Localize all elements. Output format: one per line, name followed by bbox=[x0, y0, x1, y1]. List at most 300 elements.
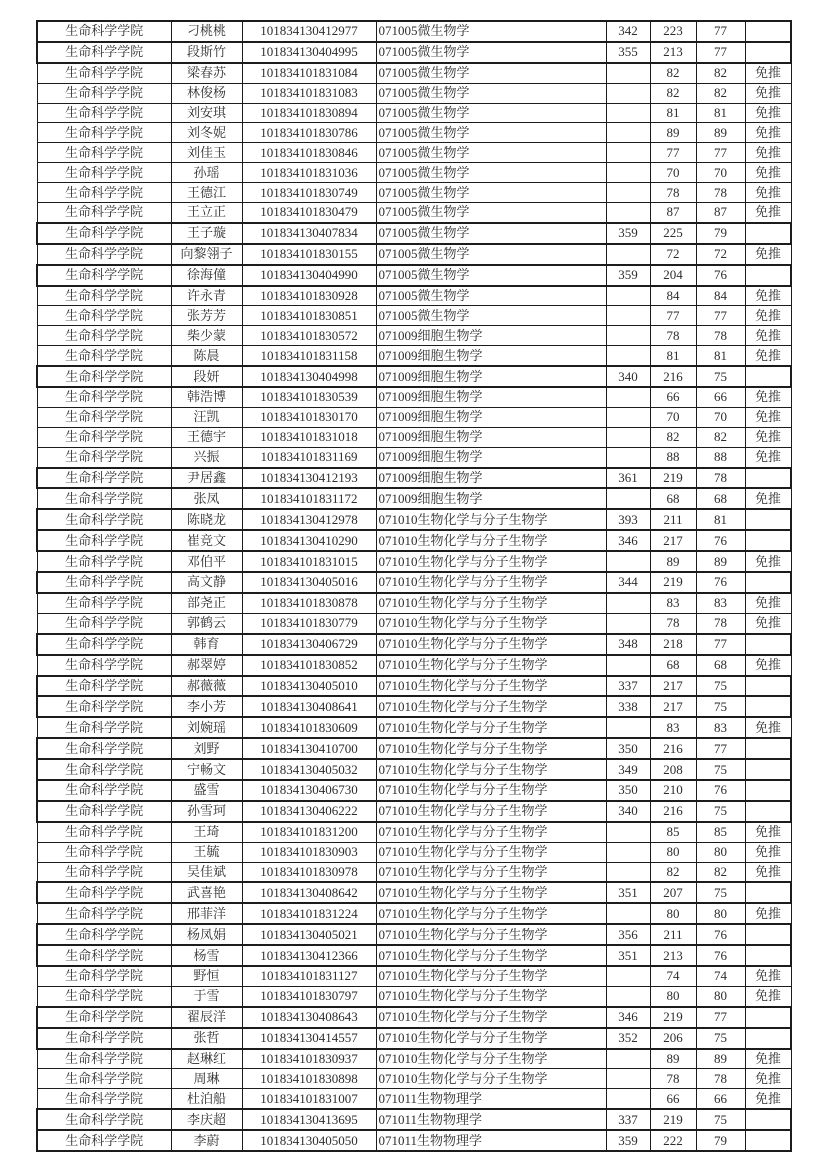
table-row bbox=[37, 1007, 791, 1028]
college-cell: 生命科学学院 bbox=[37, 801, 171, 822]
score3-cell: 78 bbox=[696, 468, 745, 489]
score2-cell: 80 bbox=[650, 842, 696, 862]
score2-cell: 83 bbox=[650, 717, 696, 738]
score1-cell bbox=[606, 986, 650, 1006]
score1-cell bbox=[606, 183, 650, 203]
college-cell: 生命科学学院 bbox=[37, 572, 171, 593]
score1-cell bbox=[606, 143, 650, 163]
score2-cell: 82 bbox=[650, 63, 696, 83]
score2-cell: 217 bbox=[650, 696, 696, 717]
name-cell: 陈晓龙 bbox=[171, 509, 242, 530]
major-cell: 071009细胞生物学 bbox=[376, 447, 606, 467]
student-id-cell: 101834101830903 bbox=[242, 842, 376, 862]
name-cell: 吴佳斌 bbox=[171, 862, 242, 882]
score3-cell: 76 bbox=[696, 530, 745, 551]
score1-cell: 340 bbox=[606, 366, 650, 387]
college-cell: 生命科学学院 bbox=[37, 1089, 171, 1109]
name-cell: 张凤 bbox=[171, 488, 242, 509]
table-row bbox=[37, 903, 791, 924]
note-cell: 免推 bbox=[745, 103, 791, 123]
table-row bbox=[37, 966, 791, 986]
table-row bbox=[37, 346, 791, 366]
major-cell: 071010生物化学与分子生物学 bbox=[376, 862, 606, 882]
name-cell: 王德宇 bbox=[171, 427, 242, 447]
student-id-cell: 101834101831224 bbox=[242, 903, 376, 924]
score3-cell: 83 bbox=[696, 717, 745, 738]
score2-cell: 66 bbox=[650, 387, 696, 407]
score1-cell bbox=[606, 244, 650, 265]
major-cell: 071010生物化学与分子生物学 bbox=[376, 903, 606, 924]
college-cell: 生命科学学院 bbox=[37, 306, 171, 326]
student-id-cell: 101834101830609 bbox=[242, 717, 376, 738]
college-cell: 生命科学学院 bbox=[37, 265, 171, 286]
major-cell: 071010生物化学与分子生物学 bbox=[376, 593, 606, 613]
table-row bbox=[37, 882, 791, 903]
score2-cell: 208 bbox=[650, 759, 696, 780]
name-cell: 郝翠婷 bbox=[171, 655, 242, 676]
score2-cell: 82 bbox=[650, 427, 696, 447]
name-cell: 徐海僮 bbox=[171, 265, 242, 286]
name-cell: 段妍 bbox=[171, 366, 242, 387]
name-cell: 王琦 bbox=[171, 822, 242, 842]
admission-table bbox=[36, 20, 792, 1152]
note-cell bbox=[745, 509, 791, 530]
score1-cell bbox=[606, 842, 650, 862]
table-row bbox=[37, 801, 791, 822]
note-cell: 免推 bbox=[745, 1069, 791, 1089]
score2-cell: 66 bbox=[650, 1089, 696, 1109]
name-cell: 王立正 bbox=[171, 203, 242, 223]
score1-cell: 346 bbox=[606, 530, 650, 551]
table-row bbox=[37, 551, 791, 572]
note-cell bbox=[745, 882, 791, 903]
score3-cell: 80 bbox=[696, 986, 745, 1006]
table-row bbox=[37, 862, 791, 882]
name-cell: 刘野 bbox=[171, 738, 242, 759]
name-cell: 孙雪珂 bbox=[171, 801, 242, 822]
college-cell: 生命科学学院 bbox=[37, 986, 171, 1006]
score3-cell: 75 bbox=[696, 1028, 745, 1049]
table-row bbox=[37, 244, 791, 265]
score3-cell: 76 bbox=[696, 572, 745, 593]
score2-cell: 219 bbox=[650, 1007, 696, 1028]
score2-cell: 216 bbox=[650, 366, 696, 387]
major-cell: 071005微生物学 bbox=[376, 103, 606, 123]
major-cell: 071009细胞生物学 bbox=[376, 326, 606, 346]
table-row bbox=[37, 530, 791, 551]
name-cell: 宁畅文 bbox=[171, 759, 242, 780]
admission-table-body bbox=[37, 21, 791, 1151]
college-cell: 生命科学学院 bbox=[37, 842, 171, 862]
score1-cell bbox=[606, 103, 650, 123]
name-cell: 杜泊船 bbox=[171, 1089, 242, 1109]
score1-cell bbox=[606, 862, 650, 882]
note-cell bbox=[745, 223, 791, 244]
student-id-cell: 101834130404990 bbox=[242, 265, 376, 286]
score2-cell: 213 bbox=[650, 945, 696, 966]
score3-cell: 82 bbox=[696, 63, 745, 83]
note-cell bbox=[745, 801, 791, 822]
score2-cell: 80 bbox=[650, 903, 696, 924]
major-cell: 071005微生物学 bbox=[376, 143, 606, 163]
table-row bbox=[37, 286, 791, 306]
score1-cell bbox=[606, 655, 650, 676]
student-id-cell: 101834130414557 bbox=[242, 1028, 376, 1049]
college-cell: 生命科学学院 bbox=[37, 1069, 171, 1089]
student-id-cell: 101834101830797 bbox=[242, 986, 376, 1006]
note-cell: 免推 bbox=[745, 862, 791, 882]
name-cell: 汪凯 bbox=[171, 407, 242, 427]
score1-cell: 342 bbox=[606, 21, 650, 42]
table-row bbox=[37, 696, 791, 717]
score2-cell: 78 bbox=[650, 183, 696, 203]
student-id-cell: 101834130413695 bbox=[242, 1109, 376, 1130]
student-id-cell: 101834101831127 bbox=[242, 966, 376, 986]
student-id-cell: 101834101830155 bbox=[242, 244, 376, 265]
note-cell bbox=[745, 366, 791, 387]
table-row bbox=[37, 103, 791, 123]
score2-cell: 222 bbox=[650, 1130, 696, 1151]
college-cell: 生命科学学院 bbox=[37, 163, 171, 183]
score1-cell: 349 bbox=[606, 759, 650, 780]
table-row bbox=[37, 1069, 791, 1089]
score2-cell: 78 bbox=[650, 326, 696, 346]
name-cell: 盛雪 bbox=[171, 780, 242, 801]
score2-cell: 85 bbox=[650, 822, 696, 842]
score3-cell: 72 bbox=[696, 244, 745, 265]
table-row bbox=[37, 21, 791, 42]
note-cell bbox=[745, 1130, 791, 1151]
table-row bbox=[37, 63, 791, 83]
name-cell: 杨雪 bbox=[171, 945, 242, 966]
name-cell: 邓伯平 bbox=[171, 551, 242, 572]
college-cell: 生命科学学院 bbox=[37, 509, 171, 530]
note-cell: 免推 bbox=[745, 427, 791, 447]
note-cell: 免推 bbox=[745, 822, 791, 842]
score2-cell: 83 bbox=[650, 593, 696, 613]
note-cell bbox=[745, 738, 791, 759]
name-cell: 翟辰洋 bbox=[171, 1007, 242, 1028]
score1-cell bbox=[606, 447, 650, 467]
table-row bbox=[37, 1028, 791, 1049]
major-cell: 071005微生物学 bbox=[376, 21, 606, 42]
major-cell: 071010生物化学与分子生物学 bbox=[376, 509, 606, 530]
major-cell: 071010生物化学与分子生物学 bbox=[376, 738, 606, 759]
note-cell: 免推 bbox=[745, 447, 791, 467]
table-row bbox=[37, 924, 791, 945]
table-row bbox=[37, 822, 791, 842]
score3-cell: 77 bbox=[696, 42, 745, 63]
name-cell: 崔竞文 bbox=[171, 530, 242, 551]
college-cell: 生命科学学院 bbox=[37, 103, 171, 123]
note-cell bbox=[745, 530, 791, 551]
table-row bbox=[37, 945, 791, 966]
college-cell: 生命科学学院 bbox=[37, 634, 171, 655]
table-row bbox=[37, 593, 791, 613]
college-cell: 生命科学学院 bbox=[37, 366, 171, 387]
college-cell: 生命科学学院 bbox=[37, 1130, 171, 1151]
name-cell: 赵琳红 bbox=[171, 1049, 242, 1069]
college-cell: 生命科学学院 bbox=[37, 780, 171, 801]
student-id-cell: 101834101830898 bbox=[242, 1069, 376, 1089]
student-id-cell: 101834101830170 bbox=[242, 407, 376, 427]
college-cell: 生命科学学院 bbox=[37, 223, 171, 244]
student-id-cell: 101834130408643 bbox=[242, 1007, 376, 1028]
major-cell: 071010生物化学与分子生物学 bbox=[376, 966, 606, 986]
student-id-cell: 101834101830978 bbox=[242, 862, 376, 882]
student-id-cell: 101834101830851 bbox=[242, 306, 376, 326]
score1-cell: 350 bbox=[606, 780, 650, 801]
table-row bbox=[37, 986, 791, 1006]
table-row bbox=[37, 123, 791, 143]
major-cell: 071010生物化学与分子生物学 bbox=[376, 1007, 606, 1028]
name-cell: 王子璇 bbox=[171, 223, 242, 244]
college-cell: 生命科学学院 bbox=[37, 924, 171, 945]
score3-cell: 70 bbox=[696, 163, 745, 183]
score3-cell: 76 bbox=[696, 780, 745, 801]
score2-cell: 78 bbox=[650, 613, 696, 633]
score2-cell: 211 bbox=[650, 509, 696, 530]
score3-cell: 80 bbox=[696, 842, 745, 862]
note-cell bbox=[745, 468, 791, 489]
major-cell: 071010生物化学与分子生物学 bbox=[376, 822, 606, 842]
note-cell bbox=[745, 572, 791, 593]
student-id-cell: 101834101830846 bbox=[242, 143, 376, 163]
score2-cell: 77 bbox=[650, 143, 696, 163]
score1-cell: 359 bbox=[606, 223, 650, 244]
name-cell: 刘佳玉 bbox=[171, 143, 242, 163]
student-id-cell: 101834130405016 bbox=[242, 572, 376, 593]
table-row bbox=[37, 842, 791, 862]
note-cell: 免推 bbox=[745, 387, 791, 407]
table-row bbox=[37, 143, 791, 163]
score3-cell: 80 bbox=[696, 903, 745, 924]
major-cell: 071011生物物理学 bbox=[376, 1109, 606, 1130]
note-cell: 免推 bbox=[745, 286, 791, 306]
student-id-cell: 101834130405050 bbox=[242, 1130, 376, 1151]
college-cell: 生命科学学院 bbox=[37, 286, 171, 306]
major-cell: 071009细胞生物学 bbox=[376, 346, 606, 366]
major-cell: 071010生物化学与分子生物学 bbox=[376, 882, 606, 903]
note-cell: 免推 bbox=[745, 551, 791, 572]
score2-cell: 217 bbox=[650, 530, 696, 551]
note-cell: 免推 bbox=[745, 244, 791, 265]
note-cell: 免推 bbox=[745, 163, 791, 183]
score1-cell: 351 bbox=[606, 945, 650, 966]
name-cell: 郭鹤云 bbox=[171, 613, 242, 633]
note-cell: 免推 bbox=[745, 655, 791, 676]
score2-cell: 81 bbox=[650, 346, 696, 366]
table-row bbox=[37, 163, 791, 183]
major-cell: 071010生物化学与分子生物学 bbox=[376, 945, 606, 966]
table-row bbox=[37, 306, 791, 326]
score3-cell: 68 bbox=[696, 488, 745, 509]
score1-cell: 393 bbox=[606, 509, 650, 530]
student-id-cell: 101834101831036 bbox=[242, 163, 376, 183]
note-cell: 免推 bbox=[745, 1089, 791, 1109]
score3-cell: 68 bbox=[696, 655, 745, 676]
name-cell: 王德江 bbox=[171, 183, 242, 203]
score2-cell: 207 bbox=[650, 882, 696, 903]
score1-cell bbox=[606, 346, 650, 366]
score1-cell bbox=[606, 163, 650, 183]
college-cell: 生命科学学院 bbox=[37, 183, 171, 203]
name-cell: 刁桃桃 bbox=[171, 21, 242, 42]
major-cell: 071009细胞生物学 bbox=[376, 366, 606, 387]
college-cell: 生命科学学院 bbox=[37, 326, 171, 346]
table-row bbox=[37, 1109, 791, 1130]
table-row bbox=[37, 738, 791, 759]
major-cell: 071009细胞生物学 bbox=[376, 427, 606, 447]
major-cell: 071010生物化学与分子生物学 bbox=[376, 530, 606, 551]
score3-cell: 75 bbox=[696, 366, 745, 387]
score3-cell: 82 bbox=[696, 427, 745, 447]
major-cell: 071010生物化学与分子生物学 bbox=[376, 780, 606, 801]
table-row bbox=[37, 613, 791, 633]
student-id-cell: 101834130405032 bbox=[242, 759, 376, 780]
student-id-cell: 101834130412193 bbox=[242, 468, 376, 489]
score1-cell bbox=[606, 551, 650, 572]
score1-cell: 359 bbox=[606, 1130, 650, 1151]
score2-cell: 204 bbox=[650, 265, 696, 286]
table-row bbox=[37, 1130, 791, 1151]
note-cell: 免推 bbox=[745, 1049, 791, 1069]
college-cell: 生命科学学院 bbox=[37, 387, 171, 407]
score3-cell: 84 bbox=[696, 286, 745, 306]
score2-cell: 223 bbox=[650, 21, 696, 42]
score2-cell: 216 bbox=[650, 801, 696, 822]
major-cell: 071010生物化学与分子生物学 bbox=[376, 676, 606, 697]
note-cell: 免推 bbox=[745, 183, 791, 203]
table-row bbox=[37, 83, 791, 103]
table-row bbox=[37, 1089, 791, 1109]
note-cell: 免推 bbox=[745, 613, 791, 633]
score3-cell: 75 bbox=[696, 882, 745, 903]
major-cell: 071010生物化学与分子生物学 bbox=[376, 759, 606, 780]
student-id-cell: 101834130408642 bbox=[242, 882, 376, 903]
major-cell: 071010生物化学与分子生物学 bbox=[376, 801, 606, 822]
name-cell: 高文静 bbox=[171, 572, 242, 593]
score3-cell: 66 bbox=[696, 1089, 745, 1109]
college-cell: 生命科学学院 bbox=[37, 862, 171, 882]
score2-cell: 78 bbox=[650, 1069, 696, 1089]
score3-cell: 79 bbox=[696, 1130, 745, 1151]
score1-cell bbox=[606, 1049, 650, 1069]
college-cell: 生命科学学院 bbox=[37, 1007, 171, 1028]
major-cell: 071005微生物学 bbox=[376, 183, 606, 203]
major-cell: 071009细胞生物学 bbox=[376, 407, 606, 427]
note-cell bbox=[745, 1109, 791, 1130]
score3-cell: 89 bbox=[696, 123, 745, 143]
name-cell: 郝薇薇 bbox=[171, 676, 242, 697]
score1-cell bbox=[606, 203, 650, 223]
table-row bbox=[37, 326, 791, 346]
major-cell: 071009细胞生物学 bbox=[376, 488, 606, 509]
college-cell: 生命科学学院 bbox=[37, 1109, 171, 1130]
major-cell: 071010生物化学与分子生物学 bbox=[376, 572, 606, 593]
college-cell: 生命科学学院 bbox=[37, 882, 171, 903]
score1-cell: 350 bbox=[606, 738, 650, 759]
college-cell: 生命科学学院 bbox=[37, 244, 171, 265]
student-id-cell: 101834130405021 bbox=[242, 924, 376, 945]
college-cell: 生命科学学院 bbox=[37, 738, 171, 759]
major-cell: 071010生物化学与分子生物学 bbox=[376, 551, 606, 572]
college-cell: 生命科学学院 bbox=[37, 203, 171, 223]
score3-cell: 76 bbox=[696, 265, 745, 286]
name-cell: 杨凤娟 bbox=[171, 924, 242, 945]
major-cell: 071005微生物学 bbox=[376, 42, 606, 63]
score1-cell: 355 bbox=[606, 42, 650, 63]
score2-cell: 70 bbox=[650, 163, 696, 183]
name-cell: 韩浩博 bbox=[171, 387, 242, 407]
student-id-cell: 101834130410700 bbox=[242, 738, 376, 759]
college-cell: 生命科学学院 bbox=[37, 143, 171, 163]
name-cell: 刘安琪 bbox=[171, 103, 242, 123]
score2-cell: 77 bbox=[650, 306, 696, 326]
score1-cell bbox=[606, 903, 650, 924]
table-row bbox=[37, 759, 791, 780]
score2-cell: 88 bbox=[650, 447, 696, 467]
score1-cell: 348 bbox=[606, 634, 650, 655]
score2-cell: 89 bbox=[650, 1049, 696, 1069]
score1-cell bbox=[606, 326, 650, 346]
major-cell: 071005微生物学 bbox=[376, 306, 606, 326]
score1-cell bbox=[606, 387, 650, 407]
name-cell: 梁春苏 bbox=[171, 63, 242, 83]
note-cell bbox=[745, 1007, 791, 1028]
score1-cell: 338 bbox=[606, 696, 650, 717]
college-cell: 生命科学学院 bbox=[37, 613, 171, 633]
major-cell: 071010生物化学与分子生物学 bbox=[376, 1049, 606, 1069]
name-cell: 李小芳 bbox=[171, 696, 242, 717]
student-id-cell: 101834101830878 bbox=[242, 593, 376, 613]
score2-cell: 219 bbox=[650, 468, 696, 489]
score1-cell: 337 bbox=[606, 676, 650, 697]
student-id-cell: 101834101831158 bbox=[242, 346, 376, 366]
score2-cell: 84 bbox=[650, 286, 696, 306]
note-cell bbox=[745, 634, 791, 655]
score2-cell: 89 bbox=[650, 551, 696, 572]
college-cell: 生命科学学院 bbox=[37, 83, 171, 103]
student-id-cell: 101834130412366 bbox=[242, 945, 376, 966]
name-cell: 陈晨 bbox=[171, 346, 242, 366]
table-row bbox=[37, 780, 791, 801]
note-cell: 免推 bbox=[745, 143, 791, 163]
score3-cell: 77 bbox=[696, 306, 745, 326]
score3-cell: 75 bbox=[696, 696, 745, 717]
student-id-cell: 101834101831172 bbox=[242, 488, 376, 509]
score3-cell: 77 bbox=[696, 634, 745, 655]
score3-cell: 89 bbox=[696, 551, 745, 572]
note-cell: 免推 bbox=[745, 123, 791, 143]
table-row bbox=[37, 634, 791, 655]
score3-cell: 75 bbox=[696, 759, 745, 780]
score2-cell: 68 bbox=[650, 655, 696, 676]
college-cell: 生命科学学院 bbox=[37, 966, 171, 986]
score3-cell: 75 bbox=[696, 1109, 745, 1130]
note-cell bbox=[745, 696, 791, 717]
note-cell: 免推 bbox=[745, 63, 791, 83]
college-cell: 生命科学学院 bbox=[37, 1028, 171, 1049]
major-cell: 071005微生物学 bbox=[376, 163, 606, 183]
score2-cell: 74 bbox=[650, 966, 696, 986]
score2-cell: 87 bbox=[650, 203, 696, 223]
major-cell: 071005微生物学 bbox=[376, 244, 606, 265]
score3-cell: 66 bbox=[696, 387, 745, 407]
student-id-cell: 101834101831169 bbox=[242, 447, 376, 467]
major-cell: 071011生物物理学 bbox=[376, 1130, 606, 1151]
student-id-cell: 101834130405010 bbox=[242, 676, 376, 697]
